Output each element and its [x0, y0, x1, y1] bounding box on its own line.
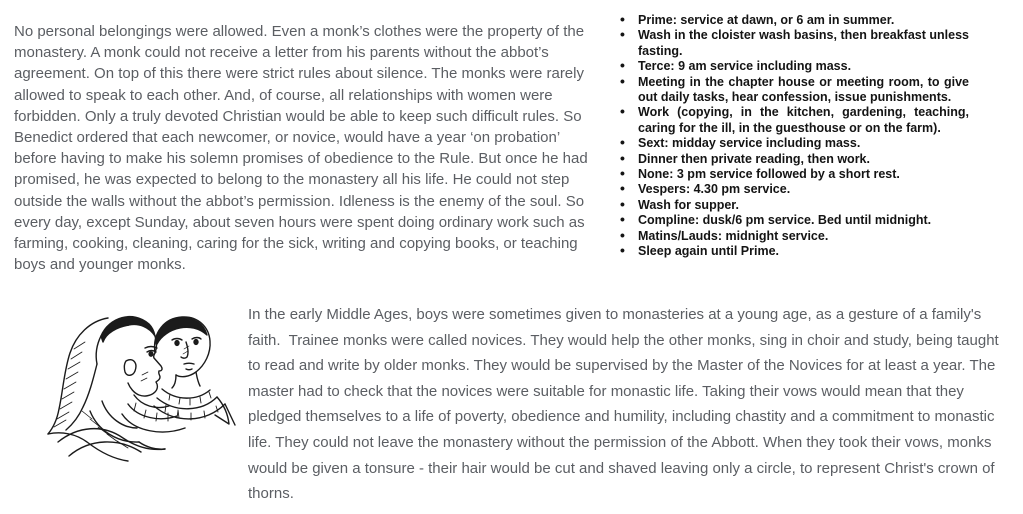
novices-paragraph: In the early Middle Ages, boys were sometimes given to monasteries at a young age, as a gesture of a family's faith. Trainee monks were called novices. They would help the other monks, sing in choir and study, being taught to read and write by older monks. They would be supervised by the Master of the Novices for at least a year. The master had to check that the novices were suitable for monastic life. Taking their vows would mean that they pledged themselves to a life of poverty, obedience and humility, including chastity and a commitment to monastic life. They could not leave the monastery without the permission of the Abbott. When they took their vows, monks would be given a tonsure - their hair would be cut and shaved leaving only a circle, to represent Christ's crown of thorns.	[248, 306, 999, 503]
timetable-item: • Matins/Lauds: midnight service.	[617, 229, 969, 244]
timetable-item: • Prime: service at dawn, or 6 am in summer.	[617, 13, 969, 28]
timetable-item: • Wash for supper.	[617, 198, 969, 213]
timetable-item: • Compline: dusk/6 pm service. Bed until midnight.	[617, 213, 969, 228]
monastic-rules-paragraph: No personal belongings were allowed. Even a monk’s clothes were the property of the monastery. A monk could not receive a letter from his parents without the abbot’s agreement. On top of this there were strict rules about silence. The monks were rarely allowed to speak to each other. And, of course, all relationships with women were forbidden. Only a truly devoted Christian would be able to keep such difficult rules. So Benedict ordered that each newcomer, or novice, would have a year ‘on probation’ before having to make his solemn promises of obedience to the Rule. But once he had promised, he was expected to belong to the monastery all his life. He could not step outside the walls without the abbot’s permission. Idleness is the enemy of the soul. So every day, except Sunday, about seven hours were spent doing ordinary work such as farming, cooking, cleaning, caring for the sick, writing and copying books, or teaching boys and younger monks.	[14, 23, 588, 274]
timetable-item: • Meeting in the chapter house or meeting room, to give out daily tasks, hear confession, issue punishments.	[617, 75, 969, 106]
timetable-item: • Vespers: 4.30 pm service.	[617, 182, 969, 197]
timetable-item: • Terce: 9 am service including mass.	[617, 59, 969, 74]
daily-timetable-list	[617, 13, 969, 260]
timetable-item: • Sext: midday service including mass.	[617, 136, 969, 151]
timetable-item: • Sleep again until Prime.	[617, 244, 969, 259]
timetable-item: • Wash in the cloister wash basins, then breakfast unless fasting.	[617, 28, 969, 59]
timetable-item: • Work (copying, in the kitchen, gardening, teaching, caring for the ill, in the guesthouse or on the farm).	[617, 105, 969, 136]
timetable-item: • Dinner then private reading, then work.	[617, 152, 969, 167]
two-monks-illustration	[38, 291, 243, 473]
timetable-item: • None: 3 pm service followed by a short rest.	[617, 167, 969, 182]
